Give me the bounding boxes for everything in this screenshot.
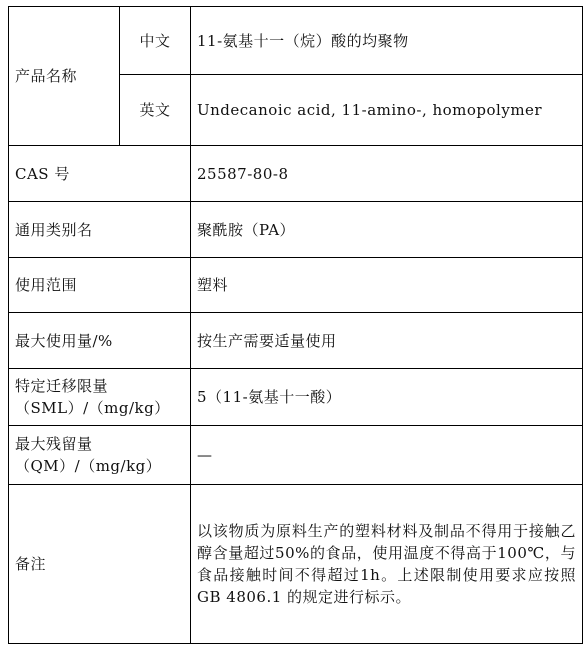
general-category-label: 通用类别名: [9, 202, 191, 258]
max-usage-label: 最大使用量/%: [9, 313, 191, 369]
sml-label-line1: 特定迁移限量: [15, 377, 109, 395]
english-name-value: Undecanoic acid, 11-amino-, homopolymer: [191, 75, 583, 146]
cas-value: 25587-80-8: [191, 146, 583, 202]
cas-label: CAS 号: [9, 146, 191, 202]
substance-spec-table: [8, 6, 583, 644]
sml-label-line2: （SML）/（mg/kg）: [15, 399, 170, 417]
scope-label: 使用范围: [9, 258, 191, 313]
product-name-label: 产品名称: [9, 7, 120, 146]
table-row-max-usage: [9, 313, 583, 369]
table-row-cas: [9, 146, 583, 202]
qm-label-line2: （QM）/（mg/kg）: [15, 457, 162, 475]
qm-label: [9, 426, 191, 485]
table-row-chinese-name: [9, 7, 583, 75]
chinese-name-label: 中文: [120, 7, 191, 75]
english-name-label: 英文: [120, 75, 191, 146]
table-row-general-category: [9, 202, 583, 258]
sml-label: [9, 369, 191, 426]
sml-value: 5（11-氨基十一酸）: [191, 369, 583, 426]
chinese-name-value: 11-氨基十一（烷）酸的均聚物: [191, 7, 583, 75]
table-row-remarks: [9, 485, 583, 644]
table-row-scope: [9, 258, 583, 313]
max-usage-value: 按生产需要适量使用: [191, 313, 583, 369]
qm-value: —: [191, 426, 583, 485]
general-category-value: 聚酰胺（PA）: [191, 202, 583, 258]
remarks-value: 以该物质为原料生产的塑料材料及制品不得用于接触乙醇含量超过50%的食品，使用温度不得高于100℃，与食品接触时间不得超过1h。上述限制使用要求应按照 GB 4806.1 的规定进行标示。: [191, 485, 583, 644]
scope-value: 塑料: [191, 258, 583, 313]
table-row-sml: [9, 369, 583, 426]
remarks-label: 备注: [9, 485, 191, 644]
table-row-qm: [9, 426, 583, 485]
qm-label-line1: 最大残留量: [15, 435, 93, 453]
